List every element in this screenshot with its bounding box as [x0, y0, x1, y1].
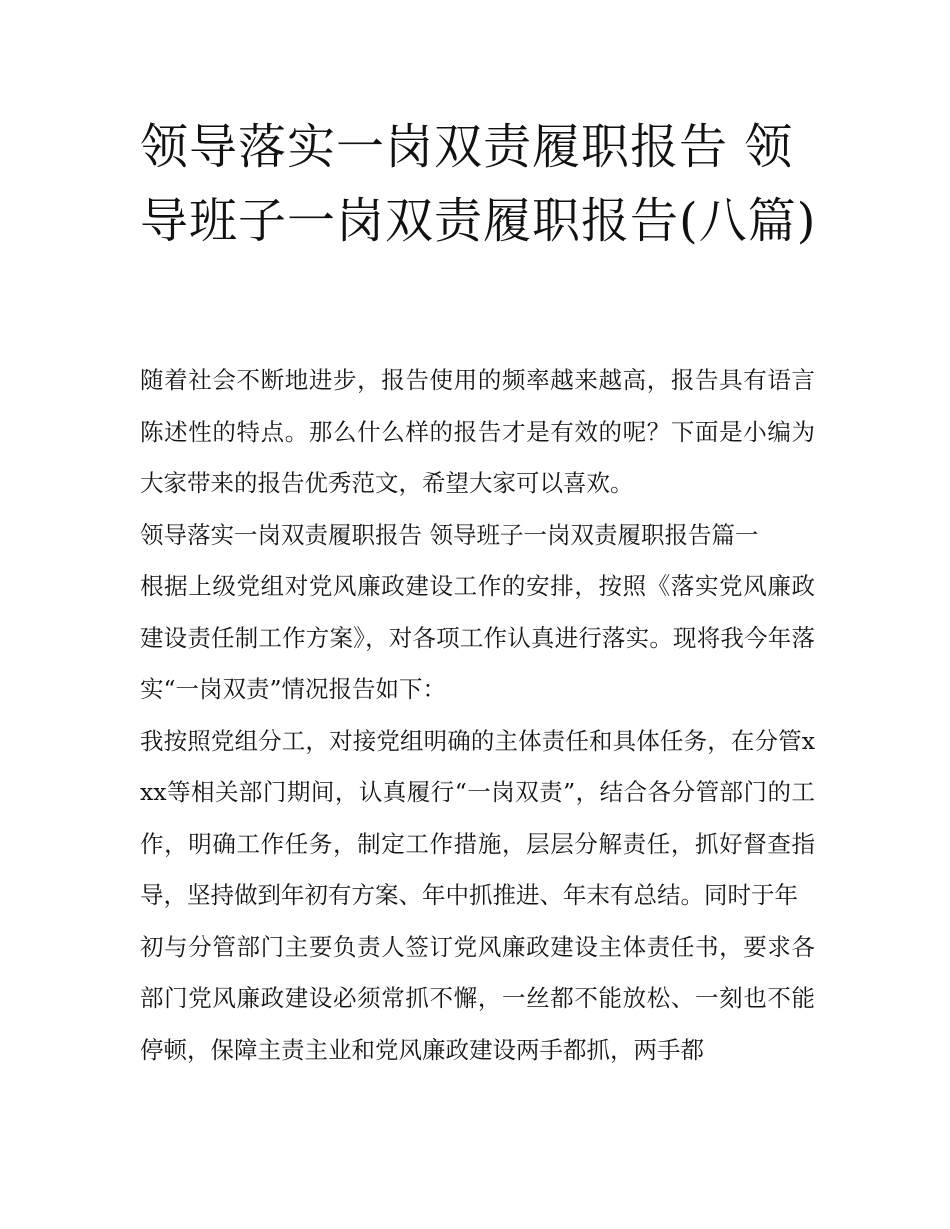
section-heading: 领导落实一岗双责履职报告 领导班子一岗双责履职报告篇一 [140, 520, 759, 549]
body-paragraph: 我按照党组分工，对接党组明确的主体责任和具体任务，在分管xxx等相关部门期间，认真履行“一岗双责”，结合各分管部门的工作，明确工作任务，制定工作措施，层层分解责任，抓好督查指导，坚持做到年初有方案、年中抓推进、年末有总结。同时于年 [140, 726, 815, 909]
intro-paragraph: 随着社会不断地进步，报告使用的频率越来越高，报告具有语言陈述性的特点。那么什么样的报告才是有效的呢？下面是小编为大家带来的报告优秀范文，希望大家可以喜欢。 [140, 366, 815, 497]
document-body [140, 355, 815, 1076]
document-title: 领导落实一岗双责履职报告 领导班子一岗双责履职报告(八篇) [140, 119, 817, 249]
body-paragraph: 根据上级党组对党风廉政建设工作的安排，按照《落实党风廉政建设责任制工作方案》，对各项工作认真进行落实。现将我今年落实“一岗双责”情况报告如下： [140, 572, 815, 703]
body-paragraph: 初与分管部门主要负责人签订党风廉政建设主体责任书，要求各部门党风廉政建设必须常抓不懈，一丝都不能放松、一刻也不能停顿，保障主责主业和党风廉政建设两手都抓，两手都 [140, 932, 815, 1064]
